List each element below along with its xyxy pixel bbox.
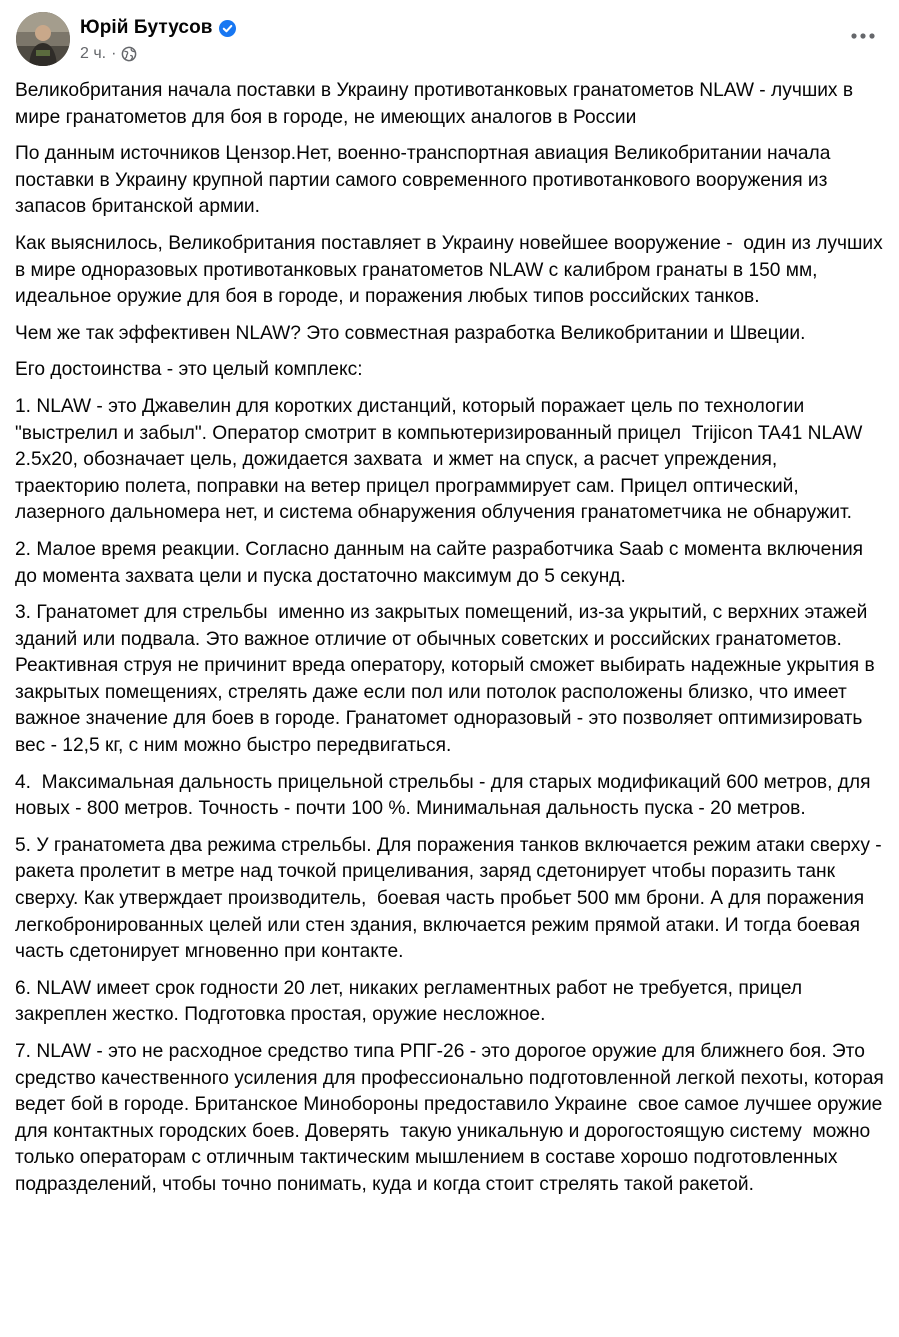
author-name[interactable]: Юрій Бутусов (80, 17, 213, 38)
post-paragraph: 4. Максимальная дальность прицельной стрельбы - для старых модификаций 600 метров, для новых - 800 метров. Точность - почти 100 %. Минимальная дальность пуска - 20 метров. (15, 771, 876, 820)
meta-separator: · (111, 45, 117, 62)
avatar-photo (16, 12, 70, 66)
more-options-button[interactable] (845, 18, 881, 54)
post-paragraph: Чем же так эффективен NLAW? Это совместная разработка Великобритании и Швеции. (15, 322, 806, 344)
post-paragraph: По данным источников Цензор.Нет, военно-транспортная авиация Великобритании начала поставки в Украину крупной партии самого современного противотанкового вооружения из запасов британской армии. (15, 143, 836, 218)
more-horizontal-icon (851, 33, 875, 39)
post-paragraph: 6. NLAW имеет срок годности 20 лет, никаких регламентных работ не требуется, прицел закреплен жестко. Подготовка простая, оружие несложное. (15, 977, 808, 1026)
post-paragraph: 7. NLAW - это не расходное средство типа РПГ-26 - это дорогое оружие для ближнего боя. Это средство качественного усиления для профессионально подготовленной легкой пехоты, которая ведет бой в городе. Британское Минобороны предоставило Украине свое самое лучшее оружие для контактных городских боев. Доверять такую уникальную и дорогостоящую систему можно только операторам с отличным тактическим мышлением в составе хорошо подготовленных подразделений, чтобы точно понимать, куда и когда стоит стрелять такой ракетой. (15, 1041, 890, 1195)
globe-icon[interactable] (121, 46, 137, 62)
post-paragraph: 2. Малое время реакции. Согласно данным на сайте разработчика Saab с момента включения до момента захвата цели и пуска достаточно максимум до 5 секунд. (15, 538, 869, 587)
verified-badge-icon (219, 20, 236, 37)
post-text (15, 78, 890, 1209)
post-paragraph: Как выяснилось, Великобритания поставляет в Украину новейшее вооружение - один из лучших в мире одноразовых противотанковых гранатометов NLAW с калибром гранаты в 150 мм, идеальное оружие для боя в городе, и поражения любых типов российских танков. (15, 232, 889, 308)
post-timestamp[interactable]: 2 ч. (80, 45, 107, 62)
post-paragraph: Великобритания начала поставки в Украину противотанковых гранатометов NLAW - лучших в мире гранатометов для боя в городе, не имеющих аналогов в России (15, 80, 859, 128)
author-block (80, 16, 236, 65)
post-paragraph: 5. У гранатомета два режима стрельбы. Для поражения танков включается режим атаки сверху - ракета пролетит в метре над точкой прицеливания, заряд сдетонирует чтобы поразить танк сверху. Как утверждает производитель, боевая часть пробьет 500 мм брони. А для поражения легкобронированных целей или стен здания, включается режим прямой атаки. И тогда боевая часть сдетонирует мгновенно при контакте. (15, 834, 888, 963)
post-paragraph: 3. Гранатомет для стрельбы именно из закрытых помещений, из-за укрытий, с верхних этажей зданий или подвала. Это важное отличие от обычных советских и российских гранатометов. Реактивная струя не причинит вреда оператору, который сможет выбирать надежные укрытия в закрытых помещениях, стрелять даже если пол или потолок расположены близко, что имеет важное значение для боев в городе. Гранатомет одноразовый - это позволяет оптимизировать вес - 12,5 кг, с ним можно быстро передвигаться. (15, 602, 880, 757)
post-paragraph: 1. NLAW - это Джавелин для коротких дистанций, который поражает цель по технологии "выстрелил и забыл". Оператор смотрит в компьютеризированный прицел Trijicon TA41 NLAW 2.5х20, обозначает цель, дожидается захвата и жмет на спуск, а расчет упреждения, траекторию полета, поправки на ветер прицел программирует сам. Прицел оптический, лазерного дальномера нет, и система обнаружения облучения гранатометчика не обнаружит. (15, 395, 868, 524)
post-paragraph: Его достоинства - это целый комплекс: (15, 359, 363, 381)
avatar[interactable] (16, 12, 70, 66)
post-header (16, 12, 883, 68)
